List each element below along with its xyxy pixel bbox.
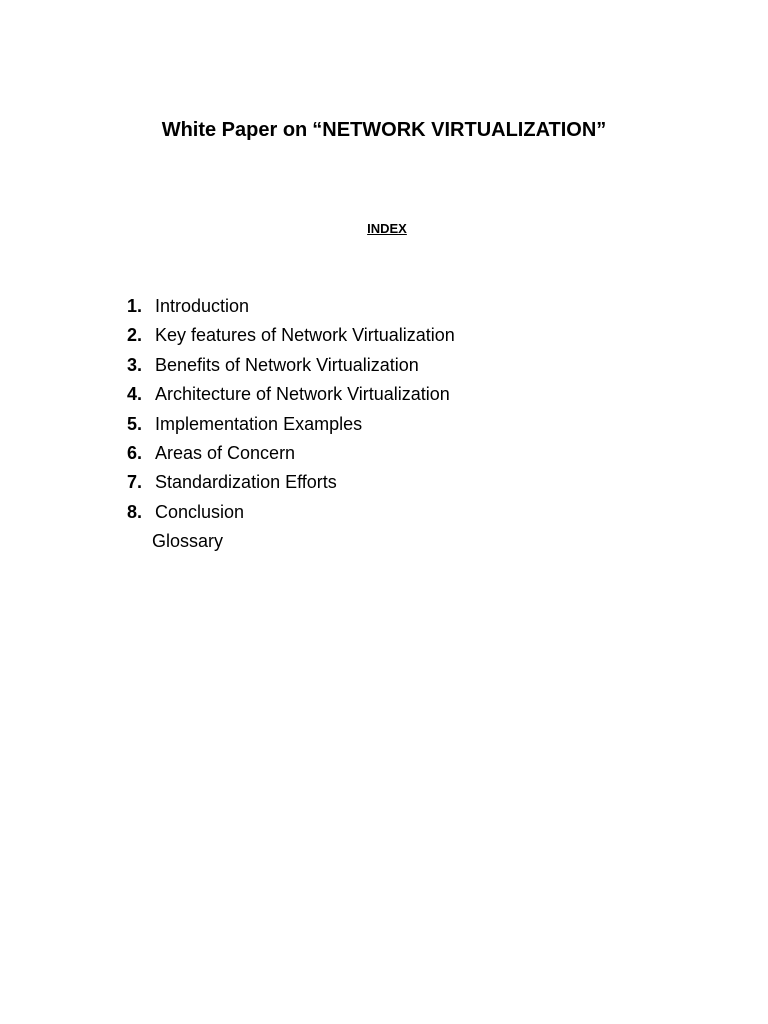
toc-item-benefits [127,351,455,380]
toc-label: Benefits of Network Virtualization [155,354,419,375]
toc-number: 8. [127,501,143,522]
toc-label: Standardization Efforts [155,472,337,493]
toc-item-key-features [127,321,455,350]
toc-label: Implementation Examples [155,413,363,434]
toc-item-architecture [127,380,455,409]
table-of-contents [127,292,455,527]
toc-item-areas-of-concern [127,439,455,468]
toc-number: 2. [127,325,143,346]
toc-item-introduction [127,292,455,321]
toc-number: 4. [127,384,143,405]
toc-label: Introduction [155,296,250,316]
toc-number: 7. [127,472,143,493]
toc-label: Key features of Network Virtualization [155,325,455,346]
toc-label: Architecture of Network Virtualization [155,384,450,405]
toc-label: Conclusion [155,501,245,522]
title-subject: “NETWORK VIRTUALIZATION” [312,119,607,141]
toc-item-glossary: Glossary [152,531,224,551]
toc-label: Areas of Concern [155,442,296,463]
toc-item-implementation-examples [127,410,455,439]
document-title [0,114,768,146]
index-heading: INDEX [367,221,407,236]
toc-number: 6. [127,442,143,463]
toc-item-conclusion [127,498,455,527]
toc-item-standardization-efforts [127,468,455,497]
title-prefix: White Paper on [161,119,308,141]
toc-number: 5. [127,413,143,434]
toc-number: 3. [127,354,143,375]
toc-number: 1. [127,296,143,316]
